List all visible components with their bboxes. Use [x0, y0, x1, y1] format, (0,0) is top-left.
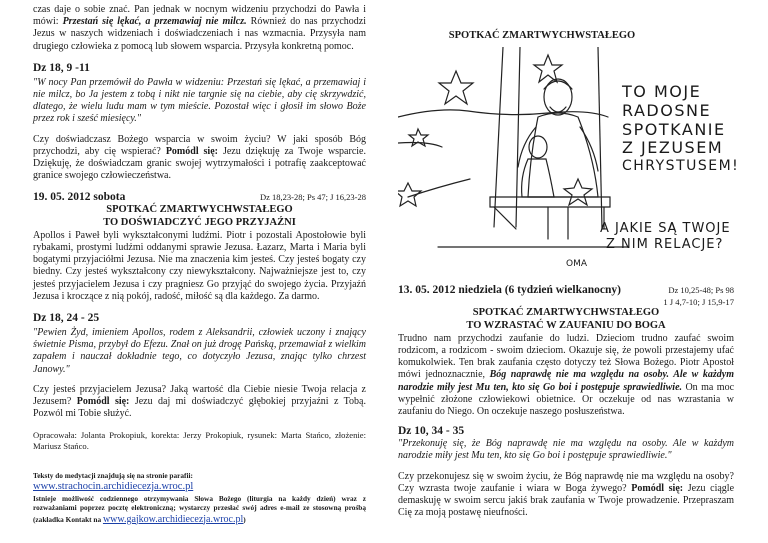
sunday-readings-1: Dz 10,25-48; Ps 98 [668, 284, 734, 295]
handwritten-message: TO MOJE RADOSNE SPOTKANIE Z JEZUSEM CHRYSTUSEM! [622, 81, 740, 175]
scripture-quote-2: "Pewien Żyd, imieniem Apollos, rodem z Aleksandrii, człowiek uczony i znający świetnie Pisma, przybył do Efezu. Znał on już drogę Pańską, przemawiał z wielkim zapałem i nauczał dokładnie tego, co dotyczyło Jezusa, znając tylko chrzest Janowy." [33, 327, 366, 375]
handwritten-question: A JAKIE SĄ TWOJE Z NIM RELACJE? [600, 220, 731, 253]
day-meditation-text: Apollos i Paweł byli wykształconymi ludźmi. Piotr i pozostali Apostołowie byli rybakami, prostymi ludźmi oddanymi sprawie Jezusa. Łazarz, Marta i Maria byli bogatymi przyjaciółmi Jezusa. Nie ma znaczenia kim jesteś. Czy jesteś bogaty czy biedny. Czy jesteś wykształcony czy niewykształcony. Najważniejsze jest to, czy jesteś przyjacielem Jezusa i czy pragniesz Go przyjąć do swojego życia. Przyjaźń Jezusa i kroczące z nią pokój, radość, miłość są dla każdego. Za darmo. [33, 229, 366, 302]
sunday-title-1: SPOTKAĆ ZMARTWYCHWSTAŁEGO [472, 307, 660, 319]
scripture-quote: "W nocy Pan przemówił do Pawła w widzeniu: Przestań się lękać, a przemawiaj i nie milcz, bo Ja jestem z tobą i nikt nie targnie się na ciebie, aby cię skrzywdzić, dlatego, że wielu ludu mam w tym mieście. Pozostał więc i głosił im słowo Boże przez rok i sześć miesięcy." [33, 76, 366, 125]
sunday-title-2: TO WZRASTAĆ W ZAUFANIU DO BOGA [466, 320, 666, 332]
footer-note: Istnieje możliwość codziennego otrzymywania Słowa Bożego (liturgia na każdy dzień) wraz z rozważaniami poprzez pocztę elektroniczną; wystarczy przesłać swój adres e-mail ze stosowną prośbą (zakładka Kontakt na www.gajkow.archidiecezja.wroc.pl) [33, 493, 366, 525]
day-title-2: TO DOŚWIADCZYĆ JEGO PRZYJAŹNI [103, 217, 296, 229]
sunday-ref-heading: Dz 10, 34 - 35 [398, 425, 465, 438]
day-readings: Dz 18,23-28; Ps 47; J 16,23-28 [259, 192, 366, 203]
footer-label: Teksty do medytacji znajdują się na stronie parafii: [33, 471, 193, 481]
day-header [33, 190, 366, 204]
sunday-date: 13. 05. 2012 niedziela (6 tydzień wielkanocny) [398, 283, 621, 296]
sunday-meditation-text: Trudno nam przychodzi zaufanie do ludzi. Dzieciom trudno zaufać swoim rodzicom, a rodzicom - swoim dzieciom. Okazuje się, że powoli przestajemy ufać komukolwiek. Ten brak zaufania często dotyczy też Słowa Bożego. Piotr Apostoł mówi jednoznacznie, Bóg naprawdę nie ma względu na osoby. Ale w każdym narodzie miły jest Mu ten, kto się Go boi i postępuje sprawiedliwie. On ma moc wypełnić złożone człowiekowi obietnice. Or oczekuje od nas wzrastania w zaufaniu do Niego. On oczekuje naszego posłuszeństwa. [398, 332, 735, 418]
cover-title: SPOTKAĆ ZMARTWYCHWSTAŁEGO [448, 30, 636, 41]
intro-paragraph: czas daje o sobie znać. Pan jednak w nocnym widzeniu przychodzi do Pawła i mówi: Przestań się lękać, a przemawiaj nie milcz. Również do nas przychodzi Jezus w naszych widzeniach i doświadczeniach i nas wzmacnia. Przysyła nam drugiego człowieka z pomocą lub słowem wsparcia. Przysyła konkretną pomoc. [33, 4, 367, 52]
reflection-question: Czy doświadczasz Bożego wsparcia w swoim życiu? W jaki sposób Bóg przychodzi, aby cię wspierać? Pomódl się: Jezu dziękuję za Twoje wsparcie. Dziękuję, że doświadczam granic swojej wytrzymałości i potrafię zaakceptować granice swojego człowieczeństwa. [33, 133, 366, 182]
credits: Opracowała: Jolanta Prokopiuk, korekta: Jerzy Prokopiuk, rysunek: Marta Stańco, złożenie: Mariusz Stańco. [33, 430, 366, 451]
right-column [398, 4, 740, 519]
day-date: 19. 05. 2012 sobota [33, 191, 126, 204]
reflection-question-2: Czy jesteś przyjacielem Jezusa? Jaką wartość dla Ciebie niesie Twoja relacja z Jezusem? Pomódl się: Jezu daj mi doświadczyć głębokiej przyjaźni z Tobą. Pozwól mi Tobie służyć. [33, 383, 366, 420]
sunday-question: Czy przekonujesz się w swoim życiu, że Bóg naprawdę nie ma względu na osoby? Czy wzrasta twoje zaufanie i wiara w Boga żywego? Pomódl się: Jezu ciągle demaskuję w swoim sercu jakiś brak zaufania w Twoje prowadzenie. Przepraszam Cię za moją postawę nieufności. [398, 470, 735, 519]
parish-website-link[interactable]: www.strachocin.archidiecezja.wroc.pl [33, 480, 194, 492]
scripture-ref-heading: Dz 18, 9 -11 [33, 61, 90, 74]
jesus-swing-illustration [398, 47, 740, 281]
sunday-readings-2: 1 J 4,7-10; J 15,9-17 [663, 296, 734, 307]
day-title-1: SPOTKAĆ ZMARTWYCHWSTAŁEGO [106, 204, 293, 216]
intro-emphasis: Przestań się lękać, a przemawiaj nie milcz. [62, 16, 247, 28]
footer [33, 471, 366, 525]
sunday-ref-quote: "Przekonuję się, że Bóg naprawdę nie ma względu na osoby. Ale w każdym narodzie miły jest Mu ten, kto się Go boi i postępuje sprawiedliwie." [398, 438, 734, 462]
gajkow-website-link[interactable]: www.gajkow.archidiecezja.wroc.pl [102, 513, 244, 525]
scripture-ref-heading-2: Dz 18, 24 - 25 [33, 312, 100, 324]
left-column [33, 4, 366, 526]
artist-signature: OMA [566, 258, 588, 269]
sunday-header [398, 283, 734, 297]
